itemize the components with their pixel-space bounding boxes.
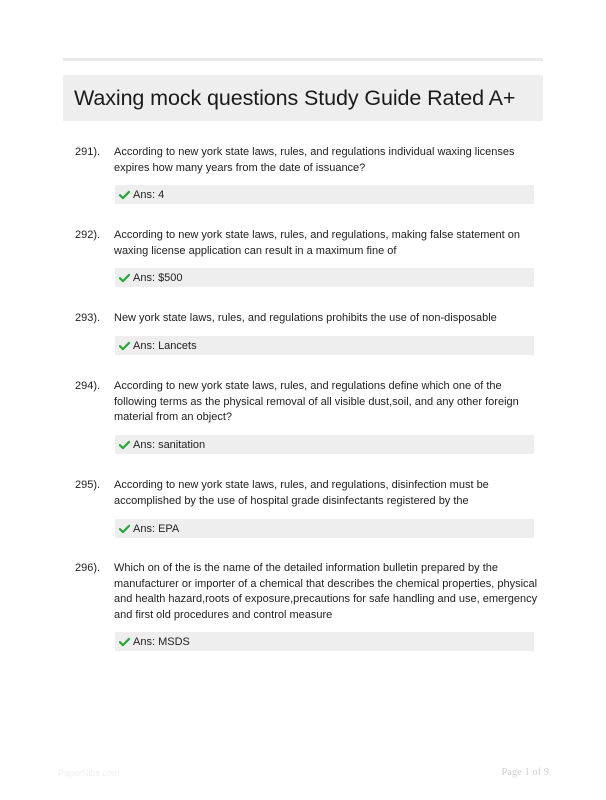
question-number: 293).	[75, 312, 101, 324]
question-number: 292).	[75, 229, 101, 241]
footer-watermark: PaperNibs.com	[58, 768, 120, 778]
answer-text: Ans: Lancets	[133, 339, 197, 352]
answer-box	[115, 435, 534, 454]
title-banner	[63, 75, 543, 121]
check-icon	[119, 637, 130, 647]
answer-box	[115, 519, 534, 538]
question-number: 291).	[75, 146, 101, 158]
check-icon	[119, 341, 130, 351]
answer-box	[115, 632, 534, 651]
question-text: According to new york state laws, rules, and regulations define which one of the following terms as the physical removal of all visible dust,soil, and any other foreign material from an object?	[114, 380, 519, 423]
question-text: According to new york state laws, rules, and regulations individual waxing licenses expires how many years from the date of issuance?	[114, 146, 515, 174]
question-text: New york state laws, rules, and regulations prohibits the use of non-disposable	[114, 312, 497, 324]
answer-box	[115, 268, 534, 287]
question-number: 295).	[75, 479, 101, 491]
check-icon	[119, 440, 130, 450]
question-text: According to new york state laws, rules, and regulations, disinfection must be accomplished by the use of hospital grade disinfectants registered by the	[114, 479, 489, 507]
answer-text: Ans: sanitation	[133, 438, 206, 451]
top-divider	[63, 58, 543, 61]
page-indicator: Page 1 of 9	[501, 767, 549, 778]
answer-text: Ans: $500	[133, 271, 183, 284]
answer-text: Ans: EPA	[133, 522, 180, 535]
question-number: 294).	[75, 380, 101, 392]
answer-text: Ans: MSDS	[133, 635, 190, 648]
question-text: According to new york state laws, rules, and regulations, making false statement on waxing license application can result in a maximum fine of	[114, 229, 520, 257]
answer-box	[115, 185, 534, 204]
answer-text: Ans: 4	[133, 188, 165, 201]
question-text: Which on of the is the name of the detailed information bulletin prepared by the manufacturer or importer of a chemical that describes the chemical properties, physical and health hazard,roots of exposure,precautions for safe handling and use, emergency and first old procedures and control measure	[114, 562, 538, 621]
answer-box	[115, 336, 534, 355]
question-number: 296).	[75, 562, 101, 574]
check-icon	[119, 273, 130, 283]
check-icon	[119, 190, 130, 200]
page-title: Waxing mock questions Study Guide Rated A+	[74, 85, 516, 110]
check-icon	[119, 524, 130, 534]
